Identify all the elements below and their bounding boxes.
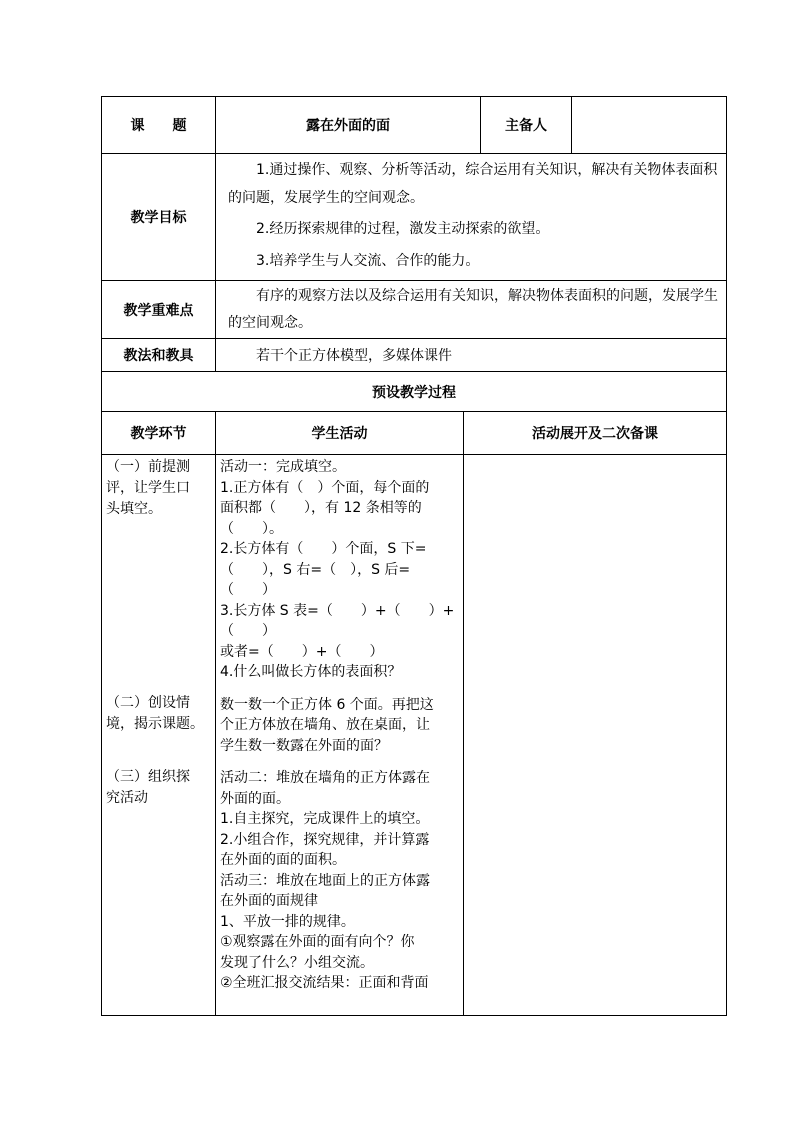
stage-1 [106, 457, 211, 520]
activity-block-2 [220, 695, 459, 757]
process-title: 预设教学过程 [102, 372, 727, 412]
activity-column-header: 学生活动 [216, 412, 464, 455]
goals-label: 教学目标 [102, 154, 216, 281]
key-points-text: 有序的观察方法以及综合运用有关知识，解决物体表面积的问题，发展学生的空间观念。 [228, 287, 718, 331]
goal-item-3: 3.培养学生与人交流、合作的能力。 [256, 253, 480, 269]
activity-line: 面积都（ ），有 12 条相等的 [220, 500, 422, 516]
activity-line: 学生数一数露在外面的面？ [220, 737, 388, 754]
stage-1-line-1: （一）前提测 [106, 459, 190, 475]
stage-2-line-2: 境，揭示课题。 [106, 716, 204, 732]
activity-line: 个正方体放在墙角、放在桌面，让 [220, 717, 430, 733]
lesson-plan-table [101, 96, 727, 1016]
activity-line: ②全班汇报交流结果：正面和背面 [220, 975, 429, 991]
activity-line: 在外面的面规律 [220, 893, 318, 909]
process-title-row [102, 372, 727, 412]
activity-line: 4.什么叫做长方体的表面积？ [220, 664, 402, 680]
activity-line: 1.正方体有（ ）个面，每个面的 [220, 479, 430, 496]
activity-line: （ ） [220, 623, 276, 639]
header-row [102, 97, 727, 154]
activity-line: （ ），S 右=（ ），S 后= [220, 561, 411, 578]
goal-item-1: 1.通过操作、观察、分析等活动，综合运用有关知识，解决有关物体表面积的问题，发展学生的空间观念。 [228, 162, 718, 206]
stage-1-line-3: 头填空。 [106, 501, 162, 517]
activity-line: 活动二：堆放在墙角的正方体露在 [220, 770, 430, 786]
key-points-row [102, 281, 727, 339]
topic-label: 课 题 [102, 97, 216, 154]
activity-block-1 [220, 457, 459, 683]
author-value [572, 97, 727, 154]
methods-label: 教法和教具 [102, 339, 216, 372]
activity-line: 1.自主探究，完成课件上的填空。 [220, 811, 430, 827]
activity-line: （ ） [220, 582, 276, 598]
methods-content [216, 339, 727, 372]
goals-row [102, 154, 727, 281]
methods-text: 若干个正方体模型，多媒体课件 [256, 348, 452, 364]
stage-3 [106, 767, 211, 809]
activity-line: 在外面的面的面积。 [220, 852, 346, 868]
activity-line: 1、平放一排的规律。 [220, 913, 355, 930]
activity-block-3 [220, 768, 459, 994]
activity-line: 2.长方体有（ ）个面，S 下= [220, 541, 427, 557]
author-label: 主备人 [481, 97, 572, 154]
stage-column-header: 教学环节 [102, 412, 216, 455]
activity-line: 发现了什么？小组交流。 [220, 954, 374, 971]
stage-3-line-1: （三）组织探 [106, 769, 190, 785]
activity-line: 或者=（ ）+（ ） [220, 643, 384, 660]
goals-content [216, 154, 727, 281]
activity-line: 活动三：堆放在地面上的正方体露 [220, 872, 430, 889]
activity-line: 数一数一个正方体 6 个面。再把这 [220, 696, 434, 713]
key-points-content [216, 281, 727, 339]
activity-line: ①观察露在外面的面有向个？你 [220, 934, 415, 950]
process-content-row [102, 455, 727, 1016]
activity-line: 活动一：完成填空。 [220, 459, 346, 475]
stage-cell [102, 455, 216, 1016]
activity-line: （ ）。 [220, 520, 283, 537]
activity-line: 2.小组合作，探究规律，并计算露 [220, 831, 430, 848]
stage-1-line-2: 评，让学生口 [106, 480, 190, 496]
activity-cell [216, 455, 464, 1016]
notes-column-header: 活动展开及二次备课 [464, 412, 727, 455]
stage-3-line-2: 究活动 [106, 790, 148, 806]
activity-line: 外面的面。 [220, 790, 290, 807]
methods-row [102, 339, 727, 372]
stage-2 [106, 693, 211, 735]
column-header-row [102, 412, 727, 455]
goal-item-2: 2.经历探索规律的过程，激发主动探索的欲望。 [256, 221, 550, 237]
topic-value: 露在外面的面 [216, 97, 481, 154]
activity-line: 3.长方体 S 表=（ ）+（ ）+ [220, 602, 455, 619]
notes-cell [464, 455, 727, 1016]
key-points-label: 教学重难点 [102, 281, 216, 339]
stage-2-line-1: （二）创设情 [106, 695, 190, 711]
